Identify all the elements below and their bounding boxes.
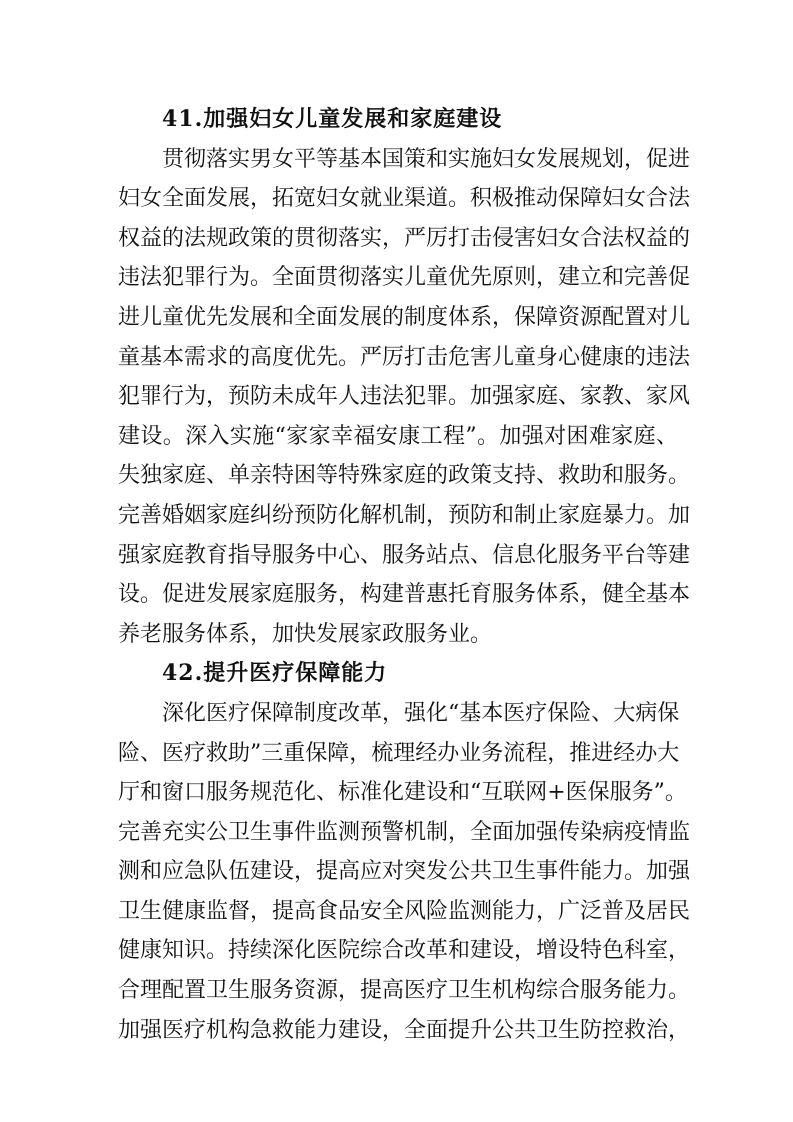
section-41-paragraph-line: 养老服务体系，加快发展家政服务业。 <box>118 621 493 647</box>
section-41-heading: 41.加强妇女儿童发展和家庭建设 <box>162 106 503 132</box>
section-41-paragraph-line: 失独家庭、单亲特困等特殊家庭的政策支持、救助和服务。 <box>118 463 691 489</box>
section-41-paragraph-line: 权益的法规政策的贯彻落实，严厉打击侵害妇女合法权益的 <box>118 225 691 251</box>
section-41-paragraph-line: 强家庭教育指导服务中心、服务站点、信息化服务平台等建 <box>118 542 691 568</box>
section-42-paragraph-line: 加强医疗机构急救能力建设，全面提升公共卫生防控救治， <box>118 1017 691 1043</box>
document-body <box>0 100 793 1050</box>
section-42-paragraph-line: 合理配置卫生服务资源，提高医疗卫生机构综合服务能力。 <box>118 978 691 1004</box>
section-42-paragraph-line: 深化医疗保障制度改革，强化“基本医疗保险、大病保 <box>162 700 680 726</box>
section-41-paragraph-line: 童基本需求的高度优先。严厉打击危害儿童身心健康的违法 <box>118 344 691 370</box>
section-41-paragraph-line: 违法犯罪行为。全面贯彻落实儿童优先原则，建立和完善促 <box>118 265 691 291</box>
section-41-paragraph-line: 设。促进发展家庭服务，构建普惠托育服务体系，健全基本 <box>118 582 691 608</box>
section-41-paragraph-line: 完善婚姻家庭纠纷预防化解机制，预防和制止家庭暴力。加 <box>118 502 691 528</box>
section-42-paragraph-line: 卫生健康监督，提高食品安全风险监测能力，广泛普及居民 <box>118 898 691 924</box>
section-41-paragraph-line: 犯罪行为，预防未成年人违法犯罪。加强家庭、家教、家风 <box>118 384 691 410</box>
section-42-paragraph-line: 健康知识。持续深化医院综合改革和建设，增设特色科室， <box>118 938 691 964</box>
section-41-paragraph-line: 妇女全面发展，拓宽妇女就业渠道。积极推动保障妇女合法 <box>118 186 691 212</box>
section-41-paragraph-line: 进儿童优先发展和全面发展的制度体系，保障资源配置对儿 <box>118 304 691 330</box>
section-41-paragraph-line: 建设。深入实施“家家幸福安康工程”。加强对困难家庭、 <box>118 423 678 449</box>
section-42-paragraph-line: 测和应急队伍建设，提高应对突发公共卫生事件能力。加强 <box>118 859 691 885</box>
section-42-heading: 42.提升医疗保障能力 <box>162 660 388 687</box>
section-42-paragraph-line: 厅和窗口服务规范化、标准化建设和“互联网+医保服务”。 <box>118 780 687 806</box>
section-42-paragraph-line: 险、医疗救助”三重保障，梳理经办业务流程，推进经办大 <box>118 740 680 766</box>
section-41-paragraph-line: 贯彻落实男女平等基本国策和实施妇女发展规划，促进 <box>162 146 691 172</box>
section-42-paragraph-line: 完善充实公卫生事件监测预警机制，全面加强传染病疫情监 <box>118 819 691 845</box>
